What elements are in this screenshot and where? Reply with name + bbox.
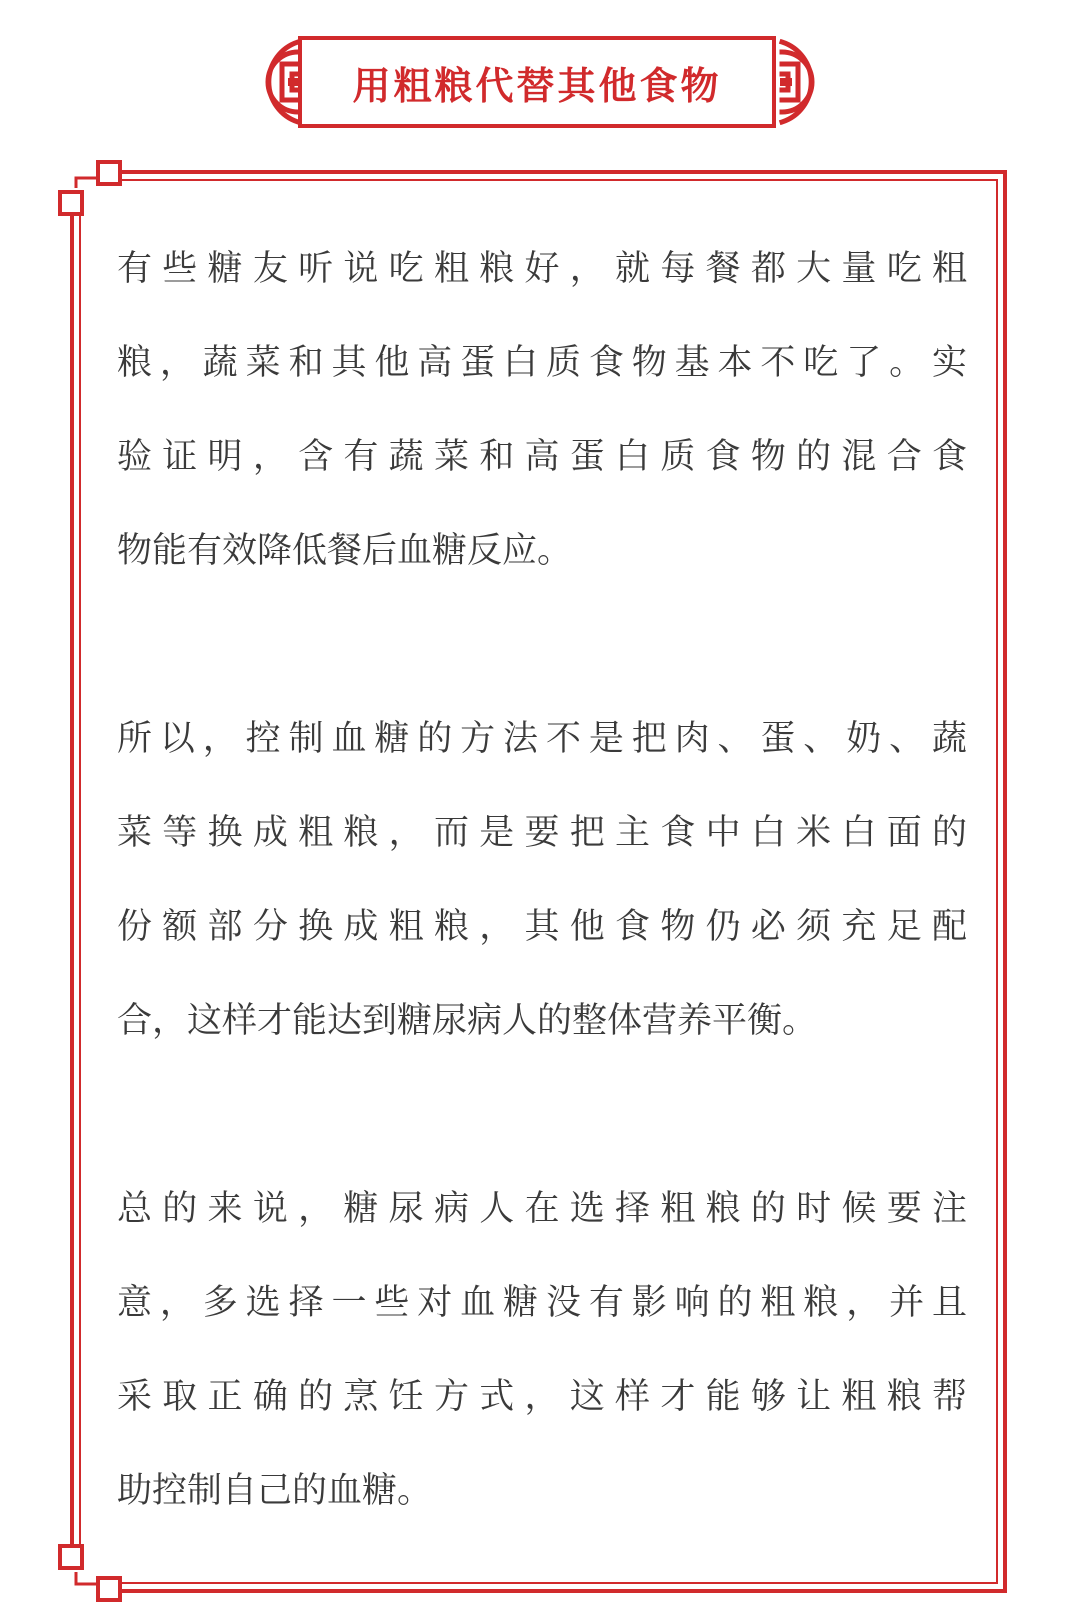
text-line: 合，这样才能达到糖尿病人的整体营养平衡。	[117, 1001, 818, 1041]
text-line: 物能有效降低餐后血糖反应。	[117, 531, 573, 571]
text-line: 菜等换成粗粮，而是要把主食中白米白面的	[117, 813, 967, 853]
article-body	[117, 222, 967, 1538]
text-line: 粮，蔬菜和其他高蛋白质食物基本不吃了。实	[117, 343, 967, 383]
text-line: 所以，控制血糖的方法不是把肉、蛋、奶、蔬	[117, 719, 967, 759]
text-line: 总的来说，糖尿病人在选择粗粮的时候要注	[117, 1189, 967, 1229]
text-line: 有些糖友听说吃粗粮好，就每餐都大量吃粗	[117, 249, 967, 289]
text-line: 份额部分换成粗粮，其他食物仍必须充足配	[117, 907, 967, 947]
text-line: 助控制自己的血糖。	[117, 1471, 433, 1511]
text-line: 验证明，含有蔬菜和高蛋白质食物的混合食	[117, 437, 967, 477]
paragraph	[117, 1162, 967, 1538]
text-line: 意，多选择一些对血糖没有影响的粗粮，并且	[117, 1283, 967, 1323]
text-line: 采取正确的烹饪方式，这样才能够让粗粮帮	[117, 1377, 967, 1417]
paragraph	[117, 222, 967, 598]
paragraph	[117, 692, 967, 1068]
title-banner	[298, 36, 776, 128]
page-title: 用粗粮代替其他食物	[352, 63, 722, 108]
